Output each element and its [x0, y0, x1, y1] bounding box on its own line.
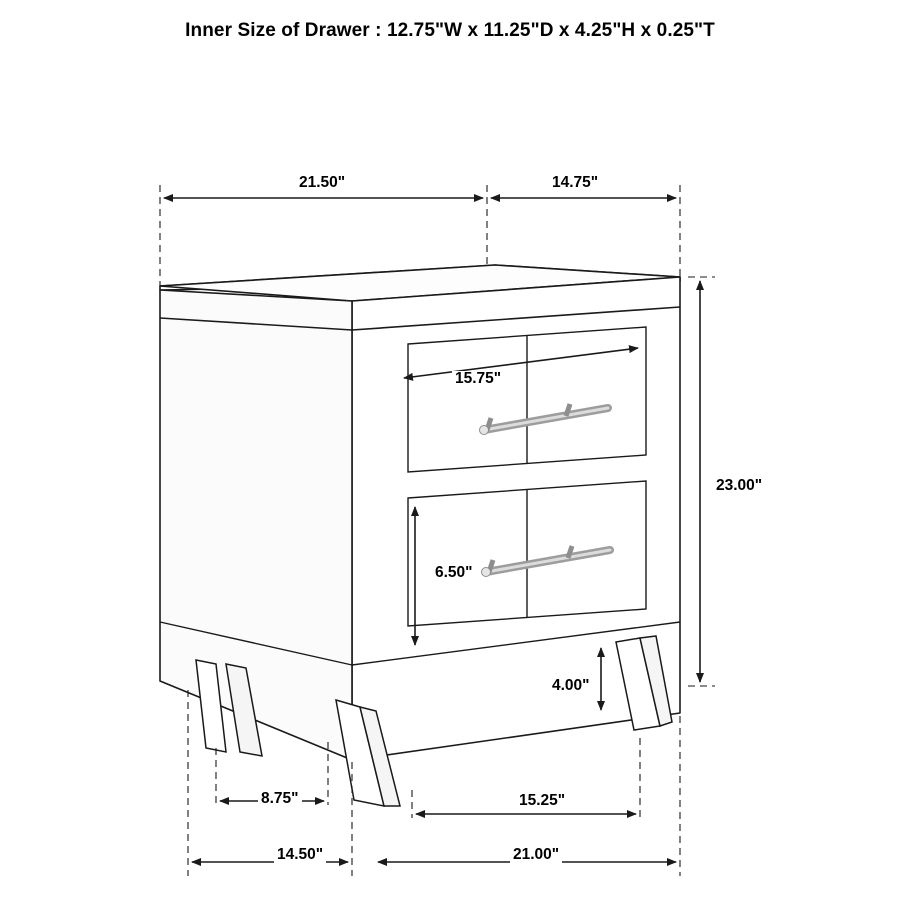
- dimension-label-drawer-height: 6.50": [432, 565, 476, 581]
- dimension-label-total-height: 23.00": [713, 478, 765, 494]
- page-title: Inner Size of Drawer : 12.75"W x 11.25"D x 4.25"H x 0.25"T: [185, 20, 715, 41]
- dimension-label-leg-height: 4.00": [549, 678, 593, 694]
- dimension-label-footprint-width: 21.00": [510, 847, 562, 863]
- dimension-label-top-width-front: 21.50": [296, 175, 348, 191]
- dimension-label-leg-spread: 8.75": [258, 791, 302, 807]
- dimension-label-drawer-width: 15.75": [452, 371, 504, 387]
- dimension-label-base-depth: 15.25": [516, 793, 568, 809]
- dimension-label-footprint-depth: 14.50": [274, 847, 326, 863]
- dimension-label-top-width-side: 14.75": [549, 175, 601, 191]
